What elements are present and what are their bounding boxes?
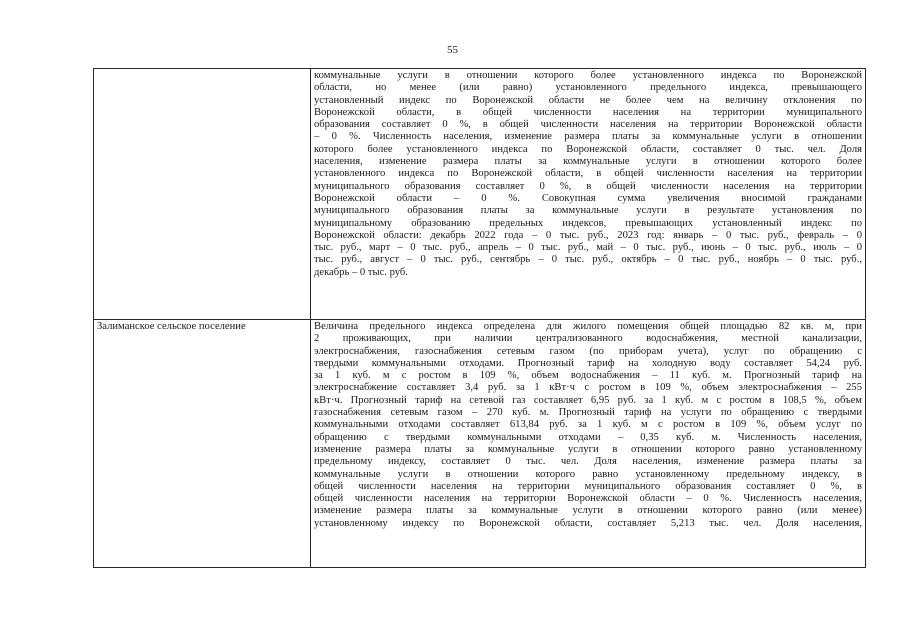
text-line: общей численности населения на территории муниципального образования составляет 0 %, в xyxy=(314,480,862,492)
text-line: предельному индексу, составляет 0 тыс. чел. Доля населения, изменение размера платы за xyxy=(314,456,862,468)
text-line: которого более установленного индекса по Воронежской области, составляет 0 тыс. чел. Доля xyxy=(314,143,862,155)
text-line: установленному индексу по Воронежской области, составляет 5,213 тыс. чел. Доля населения, xyxy=(314,517,862,529)
text-line: установленного индекса по Воронежской области, в общей численности населения на территории xyxy=(314,168,862,180)
text-line: тыс. руб., март – 0 тыс. руб., апрель – 0 тыс. руб., май – 0 тыс. руб., июнь – 0 тыс. руб., июль – 0 xyxy=(314,242,862,254)
description-cell xyxy=(311,69,866,320)
text-line: электроснабжение составляет 3,4 руб. за 1 кВт·ч с ростом в 109 %, объем электроснабжения – 255 xyxy=(314,382,862,394)
text-line: общей численности населения на территории Воронежской области – 0 %. Численность населения, xyxy=(314,493,862,505)
text-line: газоснабжения сетевым газом – 270 куб. м. Прогнозный тариф на услуги по обращению с твердыми xyxy=(314,407,862,419)
table-row xyxy=(94,69,866,320)
text-line: коммунальные услуги в отношении которого более установленного индекса по Воронежской xyxy=(314,70,862,81)
municipality-index-table xyxy=(93,68,866,568)
text-line: коммунальные услуги в отношении которого равно установленному предельному индексу, в xyxy=(314,468,862,480)
text-line: образования составляет 0 %, в общей численности населения на территории Воронежской области xyxy=(314,119,862,131)
page-number: 55 xyxy=(447,44,458,56)
text-line: декабрь – 0 тыс. руб. xyxy=(314,266,408,278)
description-cell xyxy=(311,320,866,568)
text-line: обращению с твердыми коммунальными отходами – 0,35 куб. м. Численность населения, xyxy=(314,431,862,443)
text-line: твердыми коммунальными отходами. Прогнозный тариф на холодную воду составляет 54,24 руб. xyxy=(314,357,862,369)
text-line: муниципального образования платы за коммунальные услуги в результате установления по xyxy=(314,205,862,217)
text-line: изменение размера платы за коммунальные услуги в отношении которого равно (или менее) xyxy=(314,505,862,517)
text-line: – 0 %. Численность населения, изменение размера платы за коммунальные услуги в отношении xyxy=(314,131,862,143)
text-line: Величина предельного индекса определена для жилого помещения общей площадью 82 кв. м, при xyxy=(314,321,862,332)
text-line: муниципального образования составляет 0 %, в общей численности населения на территории xyxy=(314,180,862,192)
text-line: коммунальными отходами составляет 613,84 руб. за 1 куб. м с ростом в 109 %, объем услуг по xyxy=(314,419,862,431)
text-line: электроснабжения, газоснабжения сетевым газом (по приборам учета), услуг по обращению с xyxy=(314,345,862,357)
text-line: населения, изменение размера платы за коммунальные услуги в отношении которого более xyxy=(314,156,862,168)
text-line: изменение размера платы за коммунальные услуги в отношении которого равно установленному xyxy=(314,443,862,455)
text-line: Воронежской области – 0 %. Совокупная сумма увеличения вносимой гражданами xyxy=(314,192,862,204)
text-line: тыс. руб., август – 0 тыс. руб., сентябрь – 0 тыс. руб., октябрь – 0 тыс. руб., ноябрь – 0 тыс. руб., xyxy=(314,254,862,266)
text-line: Воронежской области, в общей численности населения на территории муниципального xyxy=(314,106,862,118)
text-line: Воронежской области: декабрь 2022 года – 0 тыс. руб., 2023 год: январь – 0 тыс. руб., февраль – 0 xyxy=(314,229,862,241)
text-line: 2 проживающих, при наличии централизованного водоснабжения, местной канализации, xyxy=(314,333,862,345)
municipality-cell: Залиманское сельское поселение xyxy=(94,320,311,568)
text-line: за 1 куб. м с ростом в 109 %, объем водоснабжения – 11 куб. м. Прогнозный тариф на xyxy=(314,370,862,382)
text-line: кВт·ч. Прогнозный тариф на сетевой газ составляет 6,95 руб. за 1 куб. м с ростом в 108,5 %, объем xyxy=(314,394,862,406)
table-row xyxy=(94,320,866,568)
text-line: установленный индекс по Воронежской области не более чем на величину отклонения по xyxy=(314,94,862,106)
municipality-cell xyxy=(94,69,311,320)
text-line: области, но менее (или равно) установленного предельного индекса, превышающего xyxy=(314,82,862,94)
text-line: муниципальному образованию предельных индексов, превышающих установленный индекс по xyxy=(314,217,862,229)
